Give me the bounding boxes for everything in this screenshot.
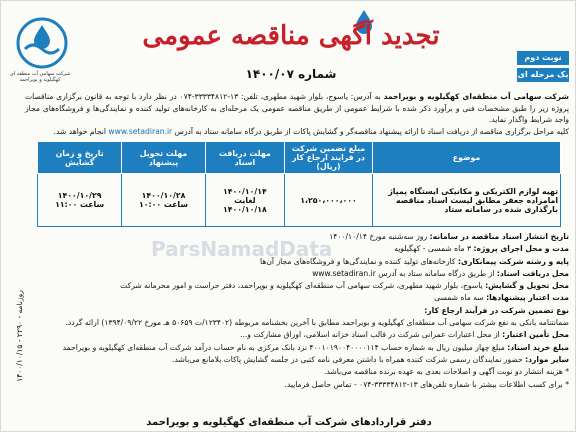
submit-time: ساعت ۱۰:۰۰ (138, 200, 189, 209)
detail-line: سایر موارد: حضور نمایندگان رسمی شرکت کننده همراه با داشتن معرفی نامه کتبی در جلسه گشایش پاکات بلامانع می‌باشد. (172, 354, 569, 364)
watermark: ParsNamadData (151, 237, 333, 261)
cell-opening (38, 174, 122, 227)
ad-title: تجدید آگهی مناقصه عمومی (142, 21, 440, 51)
detail-line: مدت و محل اجرای پروژه: ۳ ماه شمسی - کهگیلویه (394, 244, 569, 254)
doc-to: ۱۴۰۰/۱۰/۱۸ (223, 204, 267, 214)
detail-line: محل دریافت اسناد: از طریق درگاه سامانه ستاد به آدرس www.setadiran.ir (312, 268, 569, 278)
cell-doc-deadline (205, 174, 284, 227)
ad-number: شماره ۱۴۰۰/۰۷ (245, 67, 337, 81)
detail-line: ضمانتنامه بانکی به نفع شرکت سهامی آب منطقه‌ای کهگیلویه و بویراحمد مطابق با آخرین بخشنامه مربوطه (۱۲۳۴۰۲/ت ۵۰۶۵۹ هـ مورخ ۱۳۹۴/۰۹/۲۲) ارائه گردد. (65, 318, 569, 328)
col-submit-deadline: مهلت تحویل پیشنهاد (122, 142, 206, 174)
col-subject: موضوع (373, 142, 561, 174)
table-header-row (38, 142, 561, 174)
setad-link[interactable]: www.setadiran.ir (108, 126, 173, 136)
detail-line: تاریخ انتشار اسناد مناقصه در سامانه: روز سه‌شنبه مورخ ۱۴۰۰/۱۰/۱۴ (329, 232, 569, 241)
submit-date: ۱۴۰۰/۱۰/۲۸ (141, 191, 186, 200)
header (71, 7, 511, 89)
detail-line: پایه و رشته شرکت پیمانکاری: کارخانه‌های تولید کننده و نمایندگی‌ها و فروشگاه‌های مجاز آن‌ها (260, 256, 569, 266)
detail-line: مبلغ خرید اسناد: مبلغ چهار میلیون ریال به شماره حساب ۴۰۰۱۰۱۹۰۰۴۰۰۰۰۱۱۴ نزد بانک مرکزی به نام حساب درآمد شرکت آب منطقه‌ای کهگیلویه و بویراحمد (62, 342, 569, 352)
detail-line: محل تأمین اعتبار: از محل اعتبارات عمرانی شرکت در قالب اسناد خزانه اسلامی، اوراق مشارکت و... (240, 330, 569, 340)
details-list (25, 231, 569, 391)
company-logo-icon (11, 15, 73, 75)
intro-text-3: انجام خواهد شد. (53, 126, 109, 136)
tag-one-stage: یک مرحله ای (517, 68, 569, 82)
cell-guarantee: ۱،۲۵۰،۰۰۰،۰۰۰ (285, 174, 373, 227)
ad-tags (517, 51, 569, 85)
col-opening: تاریخ و زمان گشایش (38, 142, 122, 174)
open-date: ۱۴۰۰/۱۰/۲۹ (57, 191, 102, 200)
org-name: شرکت سهامی آب منطقه‌ای کهگیلویه و بویراحمد (383, 92, 569, 101)
cell-subject: تهیه لوازم الکتریکی و مکانیکی ایستگاه پمپاژ امامزاده جعفر مطابق لیست اسناد مناقصه بارگذاری شده در سامانه ستاد (373, 174, 561, 227)
doc-from: ۱۴۰۰/۱۰/۱۴ (223, 186, 267, 196)
footer-signature: دفتر قراردادهای شرکت آب منطقه‌ای کهگیلویه و بویراحمد (146, 417, 432, 428)
cell-submit-deadline (122, 174, 206, 227)
doc-until-label: لغایت (234, 195, 256, 205)
newspaper-side-label: روزنامه - ۲۲۹۰ - ۱۴۰۰/۱۰/۱۵ (15, 290, 24, 382)
logo-text: شرکت سهامی آب منطقه ای کهگیلویه و بویراحمد (9, 71, 71, 84)
intro-text-2: کلیه مراحل برگزاری مناقصه از دریافت اسناد تا ارائه پیشنهاد مناقصه‌گر و گشایش پاکات از طریق درگاه سامانه ستاد به آدرس (172, 126, 569, 136)
tag-second-round: نوبت دوم (517, 51, 569, 65)
detail-line: * برای کسب اطلاعات بیشتر با شماره تلفن‌های ۱۳-۳۳۳۳۴۸۱۲-۰۷۴ - تماس حاصل فرمایید. (284, 379, 569, 389)
col-doc-deadline: مهلت دریافت اسناد (205, 142, 284, 174)
intro-text (25, 91, 569, 137)
detail-line: محل تحویل و گشایش: یاسوج، بلوار شهید مطهری، شرکت سهامی آب منطقه‌ای کهگیلویه و بویراحمد، دفتر حراست و امور محرمانه شرکت (120, 281, 569, 291)
detail-line: مدت اعتبار پیشنهادها: سه ماه شمسی (434, 293, 569, 303)
tender-table (37, 141, 561, 227)
table-row (38, 174, 561, 227)
col-guarantee: مبلغ تضمین شرکت در فرایند ارجاع کار (ریال) (285, 142, 373, 174)
intro-text-1: به آدرس: یاسوج، بلوار شهید مطهری، تلفن: ۱۳-۳۳۳۳۴۸۱۲-۰۷۴ در نظر دارد با توجه به قانون برگزاری مناقصات پروژه زیر را طبق مشخصات فنی و برآورد ذکر شده با شرایط عمومی از طریق مناقصه عمومی یک مرحله‌ای به کارخانه‌های تولید کننده و نمایندگی‌ها و فروشگاه‌های مجاز واجد شرایط واگذار نماید. (25, 92, 569, 125)
detail-line: * هزینه انتشار دو نوبت آگهی و اصلاحات بعدی به عهده برنده مناقصه می‌باشد. (323, 367, 569, 377)
detail-line: نوع تضمین شرکت در فرآیند ارجاع کار: (424, 305, 569, 315)
open-time: ساعت ۱۱:۰۰ (55, 200, 105, 209)
